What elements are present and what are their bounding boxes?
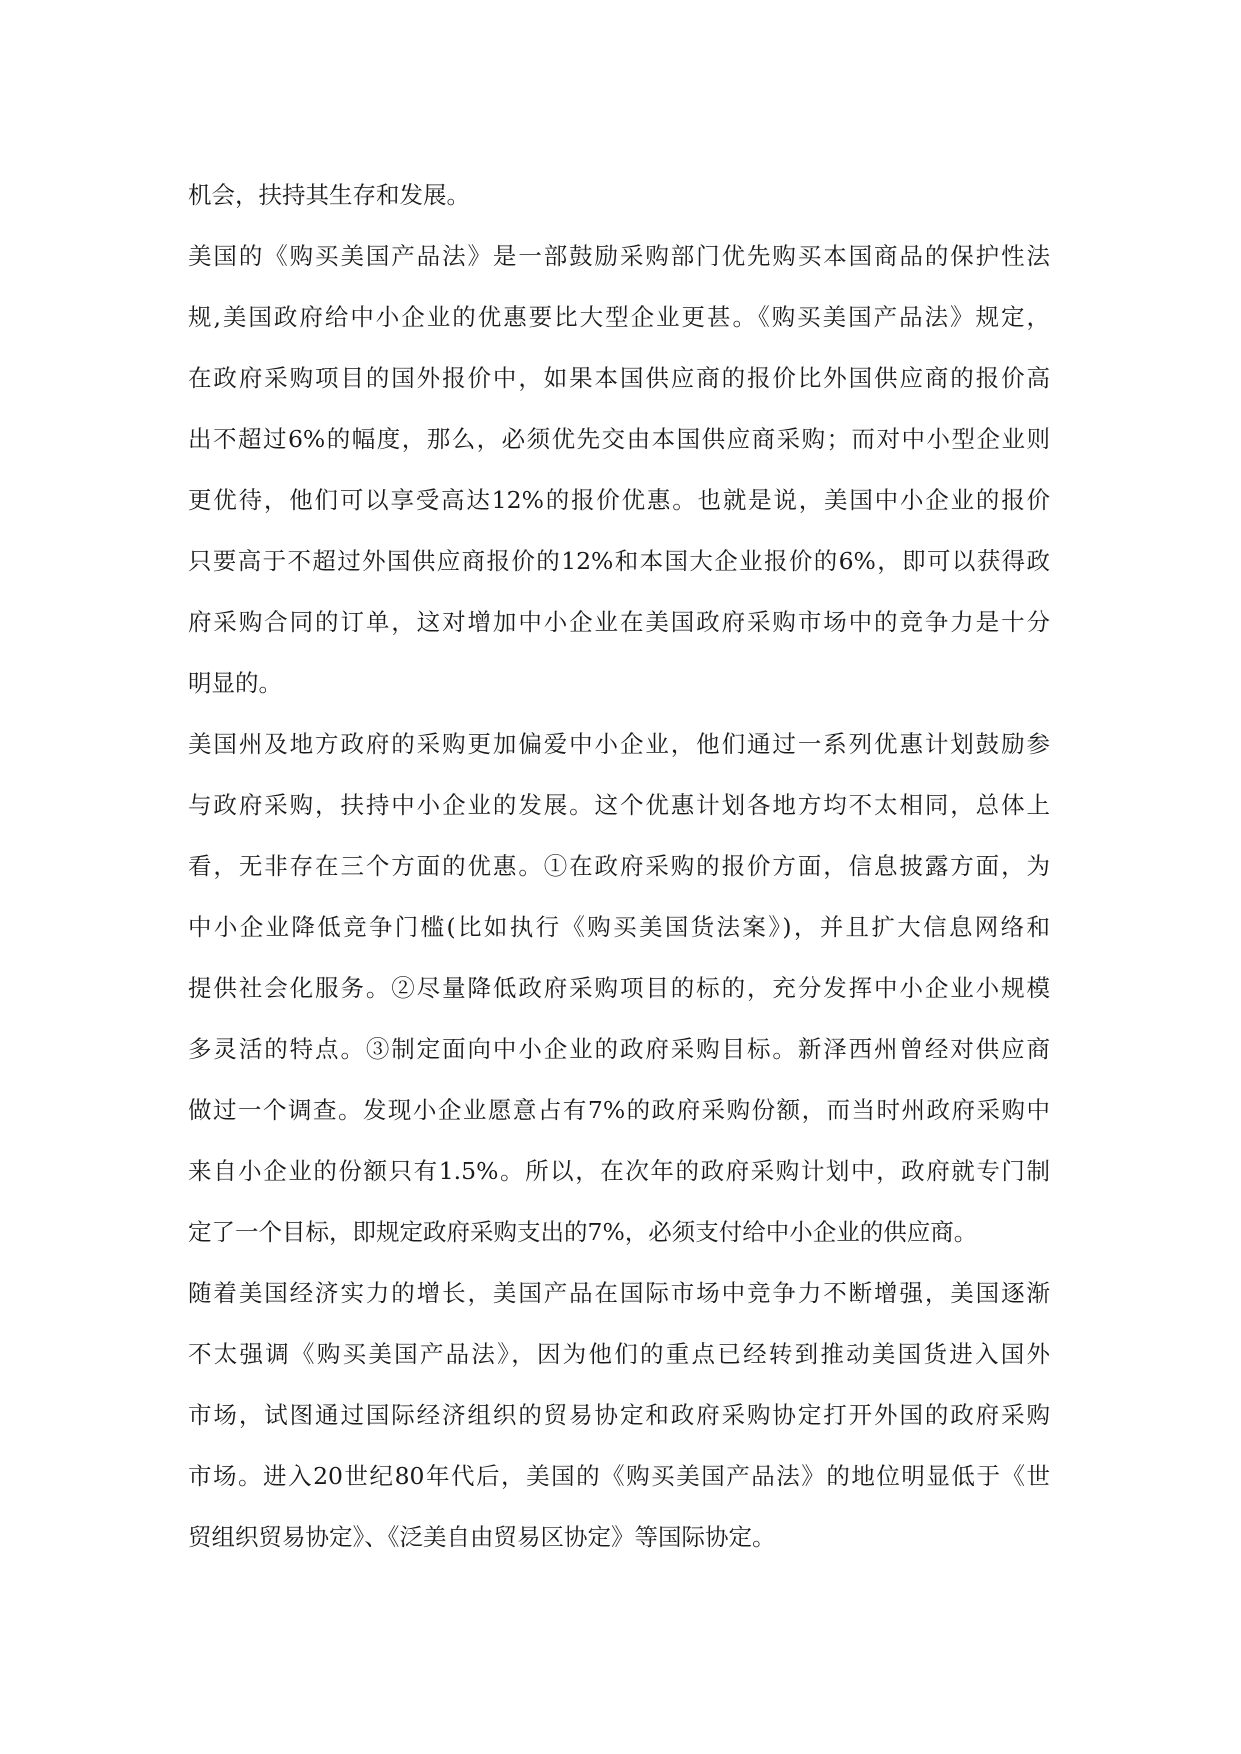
text-line: 府采购合同的订单，这对增加中小企业在美国政府采购市场中的竞争力是十分 xyxy=(188,608,1050,636)
text-line: 提供社会化服务。②尽量降低政府采购项目的标的，充分发挥中小企业小规模 xyxy=(188,974,1050,1002)
text-line: 看，无非存在三个方面的优惠。①在政府采购的报价方面，信息披露方面，为 xyxy=(188,852,1050,880)
text-line: 做过一个调查。发现小企业愿意占有7%的政府采购份额，而当时州政府采购中 xyxy=(188,1096,1050,1124)
text-line: 市场。进入20世纪80年代后，美国的《购买美国产品法》的地位明显低于《世 xyxy=(188,1462,1050,1490)
text-line: 来自小企业的份额只有1.5%。所以，在次年的政府采购计划中，政府就专门制 xyxy=(188,1157,1050,1185)
text-line: 中小企业降低竞争门槛(比如执行《购买美国货法案》)，并且扩大信息网络和 xyxy=(188,913,1050,941)
text-line: 定了一个目标，即规定政府采购支出的7%，必须支付给中小企业的供应商。 xyxy=(188,1218,978,1246)
text-line: 与政府采购，扶持中小企业的发展。这个优惠计划各地方均不太相同，总体上 xyxy=(188,791,1050,819)
text-line: 明显的。 xyxy=(188,669,282,697)
document-body xyxy=(188,165,1050,1568)
text-line: 多灵活的特点。③制定面向中小企业的政府采购目标。新泽西州曾经对供应商 xyxy=(188,1035,1050,1063)
text-line: 不太强调《购买美国产品法》，因为他们的重点已经转到推动美国货进入国外 xyxy=(188,1340,1050,1368)
text-line: 美国州及地方政府的采购更加偏爱中小企业，他们通过一系列优惠计划鼓励参 xyxy=(188,730,1050,758)
text-line: 美国的《购买美国产品法》是一部鼓励采购部门优先购买本国商品的保护性法 xyxy=(188,242,1050,270)
text-line: 贸组织贸易协定》、《泛美自由贸易区协定》等国际协定。 xyxy=(188,1523,776,1551)
text-line: 机会，扶持其生存和发展。 xyxy=(188,181,470,209)
text-line: 随着美国经济实力的增长，美国产品在国际市场中竞争力不断增强，美国逐渐 xyxy=(188,1279,1050,1307)
text-line: 出不超过6%的幅度，那么，必须优先交由本国供应商采购；而对中小型企业则 xyxy=(188,425,1050,453)
text-line: 规,美国政府给中小企业的优惠要比大型企业更甚。《购买美国产品法》规定， xyxy=(188,303,1050,331)
text-line: 只要高于不超过外国供应商报价的12%和本国大企业报价的6%，即可以获得政 xyxy=(188,547,1050,575)
text-line: 市场，试图通过国际经济组织的贸易协定和政府采购协定打开外国的政府采购 xyxy=(188,1401,1050,1429)
text-line: 更优待，他们可以享受高达12%的报价优惠。也就是说，美国中小企业的报价 xyxy=(188,486,1050,514)
text-line: 在政府采购项目的国外报价中，如果本国供应商的报价比外国供应商的报价高 xyxy=(188,364,1050,392)
